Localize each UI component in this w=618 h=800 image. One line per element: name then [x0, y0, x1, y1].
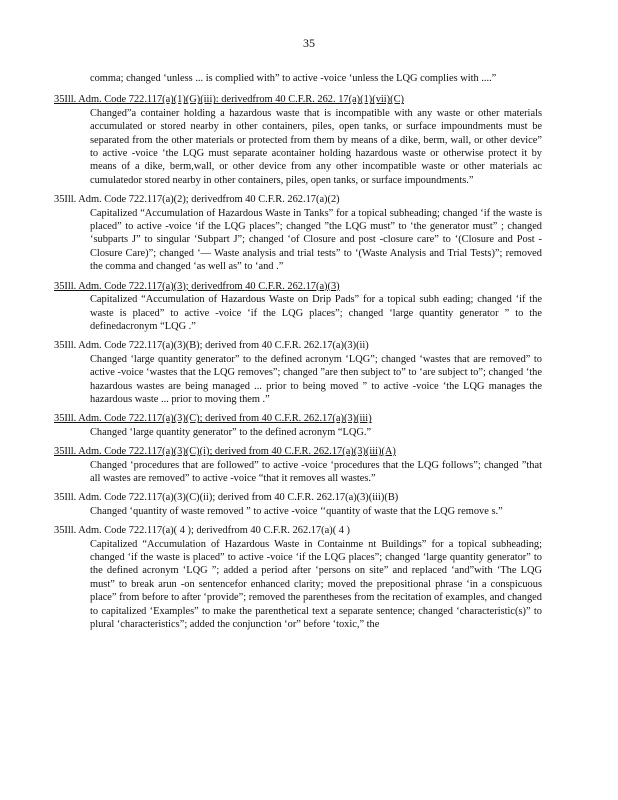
- citation-entry: [54, 445, 542, 485]
- citation-heading: 35Ill. Adm. Code 722.117(a)(2); derivedfrom 40 C.F.R. 262.17(a)(2): [54, 194, 340, 206]
- citation-entry: [54, 412, 542, 439]
- citation-heading: 35Ill. Adm. Code 722.117(a)(3)(C)(i); derived from 40 C.F.R. 262.17(a)(3)(iii)(A): [54, 446, 396, 458]
- page-number: 35: [303, 36, 315, 50]
- citation-heading: 35Ill. Adm. Code 722.117(a)(3)(C); derived from 40 C.F.R. 262.17(a)(3)(iii): [54, 413, 372, 425]
- document-body: [54, 72, 542, 637]
- citation-entry: [54, 93, 542, 187]
- entry-description: Changed ‘large quantity generator” to the defined acronym “LQG.”: [90, 426, 372, 438]
- citation-entry: [54, 280, 542, 334]
- entry-description: Changed ‘procedures that are followed” to active -voice ‘procedures that the LQG follows”; changed ”that all wastes are removed” to active -voice “that it removes all wastes.”: [90, 459, 542, 484]
- citation-entry: [54, 193, 542, 273]
- intro-paragraph: comma; changed ‘unless ... is complied with” to active -voice ‘unless the LQG complies with ....”: [90, 73, 497, 84]
- citation-heading: 35Ill. Adm. Code 722.117(a)( 4 ); derivedfrom 40 C.F.R. 262.17(a)( 4 ): [54, 525, 351, 537]
- entry-description: Changed”a container holding a hazardous waste that is incompatible with any waste or other materials accumulated or stored nearby in other containers, piles, open tanks, or surface impoundments must be separated from the other materials or protected from them by means of a dike, berm, wall, or other device” to active -voice ‘the LQG must separate acontainer holding hazardous waste or otherwise protect it by means of a dike, berm,wall, or other device from any other incompatible waste or other materials ac cumulatedor stored nearby in other containers, piles, open tanks, or surface impoundments.”: [90, 107, 542, 186]
- citation-heading: 35Ill. Adm. Code 722.117(a)(3)(C)(ii); derived from 40 C.F.R. 262.17(a)(3)(iii)(B): [54, 492, 399, 504]
- citation-heading: 35Ill. Adm. Code 722.117(a)(1)(G)(iii): derivedfrom 40 C.F.R. 262. 17(a)(1)(vii)(C): [54, 94, 404, 106]
- citation-heading: 35Ill. Adm. Code 722.117(a)(3); derivedfrom 40 C.F.R. 262.17(a)(3): [54, 280, 340, 292]
- entry-description: Capitalized “Accumulation of Hazardous Waste in Tanks” for a topical subheading; changed ‘if the waste is placed” to active -voice ‘if the LQG places”; changed ”the LQG must” to ‘the generator must” ; changed ‘subparts J” to singular ‘Subpart J”; changed ‘of Closure and post -closure care” to ‘(Closure and Post -Closure Care)”; changed ‘— Waste analysis and trial tests” to ‘(Waste Analysis and Trial Tests)”; removed the comma and changed ‘as well as” to ‘and .”: [90, 207, 542, 273]
- entry-description: Capitalized “Accumulation of Hazardous Waste on Drip Pads” for a topical subh eading; changed ‘if the waste is placed” to active -voice ‘if the LQG places”; changed ‘large quantity generator ” to the definedacronym “LQG .”: [90, 294, 542, 332]
- citation-entry: [54, 524, 542, 631]
- citation-heading: 35Ill. Adm. Code 722.117(a)(3)(B); derived from 40 C.F.R. 262.17(a)(3)(ii): [54, 340, 369, 352]
- citation-entry: [54, 339, 542, 406]
- citation-entry: [54, 491, 542, 518]
- entry-description: Changed ‘quantity of waste removed ” to active -voice ‘‘quantity of waste that the LQG remove s.”: [90, 505, 503, 517]
- entry-description: Changed ‘large quantity generator” to the defined acronym ‘LQG”; changed ‘wastes that are removed” to active -voice ‘wastes that the LQG removes”; changed ”are then subject to” to ‘are subject to”; changed ‘the hazardous wastes are being managed ... prior to being moved ” to active -voice ‘the LQG manages the hazardous waste ... prior to moving them .”: [90, 353, 542, 405]
- entry-description: Capitalized “Accumulation of Hazardous Waste in Containme nt Buildings” for a topical subheading; changed ‘if the waste is placed” to active -voice ‘if the LQG places”; changed ‘large quantity generator” to the defined acronym ‘LQG ”; added a period after ‘persons on site” and replaced ‘and”with ‘The LQG must” to break arun -on sentencefor enhanced clarity; moved the prepositional phrase ‘in a conspicuous place” from before to after ‘provide”; removed the parentheses from the recitation of examples, and changed to capitalized ‘Examples” to make the parenthetical text a separate sentence; changed ‘characteristic(s)” to plural ‘characteristics”; added the conjunction ‘or” before ‘toxic,” the: [90, 538, 542, 631]
